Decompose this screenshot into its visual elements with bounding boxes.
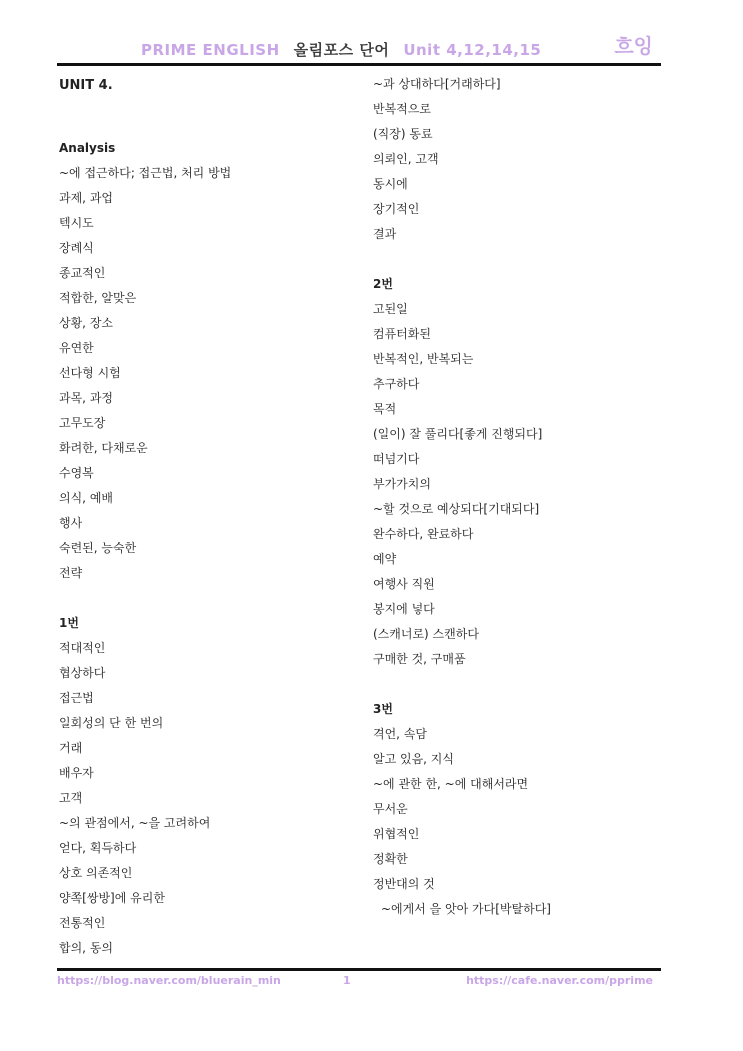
vocab-item: 고된일 xyxy=(373,302,408,316)
vocab-item: 선다형 시험 xyxy=(59,366,121,380)
vocab-item: 고객 xyxy=(59,791,83,805)
header-brand: 흐잉 xyxy=(614,34,653,58)
vocab-item: 텍시도 xyxy=(59,216,94,230)
page-footer xyxy=(57,974,661,990)
vocab-item: (일이) 잘 풀리다[좋게 진행되다] xyxy=(373,427,543,441)
vocab-item: 결과 xyxy=(373,227,397,241)
vocab-item: 완수하다, 완료하다 xyxy=(373,527,474,541)
section-heading-2: 2번 xyxy=(373,277,393,291)
vocab-item: 의식, 예배 xyxy=(59,491,113,505)
continued-list xyxy=(373,72,663,247)
vocab-item: 구매한 것, 구매품 xyxy=(373,652,466,666)
section1-list xyxy=(59,636,359,961)
vocab-item: 숙련된, 능숙한 xyxy=(59,541,137,555)
header-title-korean: 올림포스 단어 xyxy=(293,41,390,59)
vocab-item: 예약 xyxy=(373,552,397,566)
vocab-item: 장례식 xyxy=(59,241,94,255)
analysis-list xyxy=(59,161,359,586)
vocab-item: ~에게서 을 앗아 가다[박탈하다] xyxy=(381,902,551,916)
header-title-unit: Unit 4,12,14,15 xyxy=(403,41,542,59)
vocab-item: 과목, 과정 xyxy=(59,391,113,405)
vocab-item: 컴퓨터화된 xyxy=(373,327,431,341)
vocab-item: ~의 관점에서, ~을 고려하여 xyxy=(59,816,211,830)
vocab-item: 행사 xyxy=(59,516,83,530)
vocab-item: 정반대의 것 xyxy=(373,877,435,891)
vocab-item: 얻다, 획득하다 xyxy=(59,841,137,855)
vocab-item: 유연한 xyxy=(59,341,94,355)
vocab-item: 적대적인 xyxy=(59,641,106,655)
left-column xyxy=(59,72,359,961)
cafe-link[interactable]: https://cafe.naver.com/pprime xyxy=(466,974,653,987)
vocab-item: 봉지에 넣다 xyxy=(373,602,435,616)
vocab-item: 알고 있음, 지식 xyxy=(373,752,454,766)
section-heading-analysis: Analysis xyxy=(59,141,116,155)
vocab-item: 양쪽[쌍방]에 유리한 xyxy=(59,891,165,905)
vocab-item: 상호 의존적인 xyxy=(59,866,133,880)
section3-list xyxy=(373,722,663,922)
vocab-item: 수영복 xyxy=(59,466,94,480)
vocab-item: 적합한, 알맞은 xyxy=(59,291,137,305)
right-column xyxy=(373,72,663,922)
vocab-item: ~과 상대하다[거래하다] xyxy=(373,77,501,91)
vocab-item: ~할 것으로 예상되다[기대되다] xyxy=(373,502,540,516)
vocab-item: 과제, 과업 xyxy=(59,191,113,205)
vocab-item: 상황, 장소 xyxy=(59,316,113,330)
section-heading-3: 3번 xyxy=(373,702,393,716)
blog-link[interactable]: https://blog.naver.com/bluerain_min xyxy=(57,974,281,987)
page-number: 1 xyxy=(343,974,351,987)
vocab-item: 전통적인 xyxy=(59,916,106,930)
header-title-prefix: PRIME ENGLISH xyxy=(141,41,280,59)
vocab-item: 고무도장 xyxy=(59,416,106,430)
header-rule xyxy=(57,63,661,66)
vocab-item: 위협적인 xyxy=(373,827,420,841)
vocab-item: ~에 관한 한, ~에 대해서라면 xyxy=(373,777,529,791)
vocab-item: 의뢰인, 고객 xyxy=(373,152,439,166)
vocab-item: 목적 xyxy=(373,402,397,416)
vocab-item: (스캐너로) 스캔하다 xyxy=(373,627,479,641)
vocab-item: 화려한, 다채로운 xyxy=(59,441,148,455)
vocab-item: 종교적인 xyxy=(59,266,106,280)
vocab-item: 추구하다 xyxy=(373,377,420,391)
section2-list xyxy=(373,297,663,672)
vocab-item: 떠넘기다 xyxy=(373,452,420,466)
vocab-item: 거래 xyxy=(59,741,83,755)
section-heading-1: 1번 xyxy=(59,616,79,630)
vocab-item: 협상하다 xyxy=(59,666,106,680)
vocab-item: 전략 xyxy=(59,566,83,580)
page-header xyxy=(57,30,661,60)
vocab-item: 일회성의 단 한 번의 xyxy=(59,716,164,730)
vocab-item: 반복적으로 xyxy=(373,102,431,116)
vocab-item: 합의, 동의 xyxy=(59,941,113,955)
vocab-item: 접근법 xyxy=(59,691,94,705)
vocab-item: 부가가치의 xyxy=(373,477,431,491)
unit-title: UNIT 4. xyxy=(59,78,113,93)
vocab-item: 반복적인, 반복되는 xyxy=(373,352,474,366)
vocab-item: (직장) 동료 xyxy=(373,127,433,141)
vocab-item: 동시에 xyxy=(373,177,408,191)
vocab-item: 여행사 직원 xyxy=(373,577,435,591)
header-title xyxy=(141,39,541,60)
vocab-item: 무서운 xyxy=(373,802,408,816)
footer-rule xyxy=(57,968,661,971)
vocab-item: 장기적인 xyxy=(373,202,420,216)
vocab-item: 격언, 속담 xyxy=(373,727,427,741)
vocab-item: 정확한 xyxy=(373,852,408,866)
vocab-item: 배우자 xyxy=(59,766,94,780)
vocab-item: ~에 접근하다; 접근법, 처리 방법 xyxy=(59,166,232,180)
